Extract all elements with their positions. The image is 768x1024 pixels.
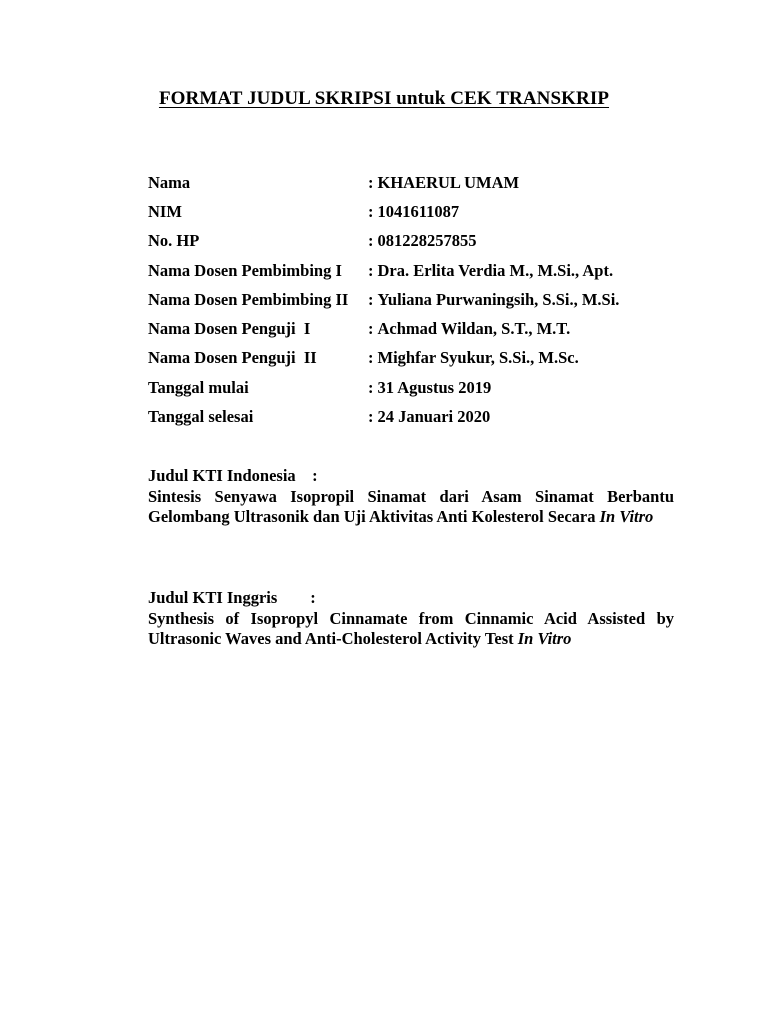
field-value: 1041611087	[377, 201, 460, 221]
field-label: Nama Dosen Penguji I	[148, 319, 311, 339]
field-label: Nama	[148, 172, 191, 192]
field-row-tanggal-selesai	[148, 402, 688, 431]
field-row-tanggal-mulai	[148, 373, 688, 402]
judul-inggris-italic: In Vitro	[517, 629, 572, 648]
field-row-nama	[148, 168, 688, 197]
field-value: 31 Agustus 2019	[377, 377, 492, 397]
judul-indonesia-section	[148, 466, 674, 528]
judul-inggris-title: Synthesis of Isopropyl Cinnamate from Cinnamic Acid Assisted by Ultrasonic Waves and Anti-Cholesterol Activity Test	[148, 608, 674, 648]
field-separator: :	[368, 231, 374, 251]
field-row-penguji-2	[148, 344, 688, 373]
field-label: Nama Dosen Penguji II	[148, 348, 317, 368]
field-separator: :	[368, 377, 374, 397]
field-value: Mighfar Syukur, S.Si., M.Sc.	[377, 348, 579, 368]
field-value: Achmad Wildan, S.T., M.T.	[377, 319, 571, 339]
judul-indonesia-heading: Judul KTI Indonesia :	[148, 466, 318, 485]
judul-indonesia-title: Sintesis Senyawa Isopropil Sinamat dari Asam Sinamat Berbantu Gelombang Ultrasonik dan Uji Aktivitas Anti Kolesterol Secara	[148, 486, 674, 526]
judul-indonesia-text	[148, 487, 674, 528]
judul-indonesia-italic: In Vitro	[599, 507, 654, 526]
field-label: Nama Dosen Pembimbing I	[148, 260, 342, 280]
student-info-table	[148, 168, 688, 432]
field-value: Dra. Erlita Verdia M., M.Si., Apt.	[377, 260, 614, 280]
field-separator: :	[368, 289, 374, 309]
field-label: Tanggal selesai	[148, 407, 254, 427]
field-separator: :	[368, 172, 374, 192]
field-value: Yuliana Purwaningsih, S.Si., M.Si.	[377, 289, 620, 309]
field-value: 24 Januari 2020	[377, 407, 491, 427]
field-label: Tanggal mulai	[148, 377, 249, 397]
field-value: KHAERUL UMAM	[377, 172, 520, 192]
field-separator: :	[368, 201, 374, 221]
document-title: FORMAT JUDUL SKRIPSI untuk CEK TRANSKRIP	[158, 88, 610, 109]
field-separator: :	[368, 348, 374, 368]
field-label: NIM	[148, 201, 182, 221]
field-row-pembimbing-2	[148, 285, 688, 314]
field-separator: :	[368, 260, 374, 280]
field-label: Nama Dosen Pembimbing II	[148, 289, 349, 309]
judul-inggris-text	[148, 609, 674, 650]
field-row-no-hp	[148, 227, 688, 256]
field-row-penguji-1	[148, 314, 688, 343]
field-row-pembimbing-1	[148, 256, 688, 285]
field-separator: :	[368, 319, 374, 339]
field-row-nim	[148, 197, 688, 226]
judul-inggris-heading: Judul KTI Inggris :	[148, 588, 316, 607]
field-separator: :	[368, 407, 374, 427]
field-label: No. HP	[148, 231, 200, 251]
field-value: 081228257855	[377, 231, 477, 251]
judul-inggris-section	[148, 588, 674, 650]
